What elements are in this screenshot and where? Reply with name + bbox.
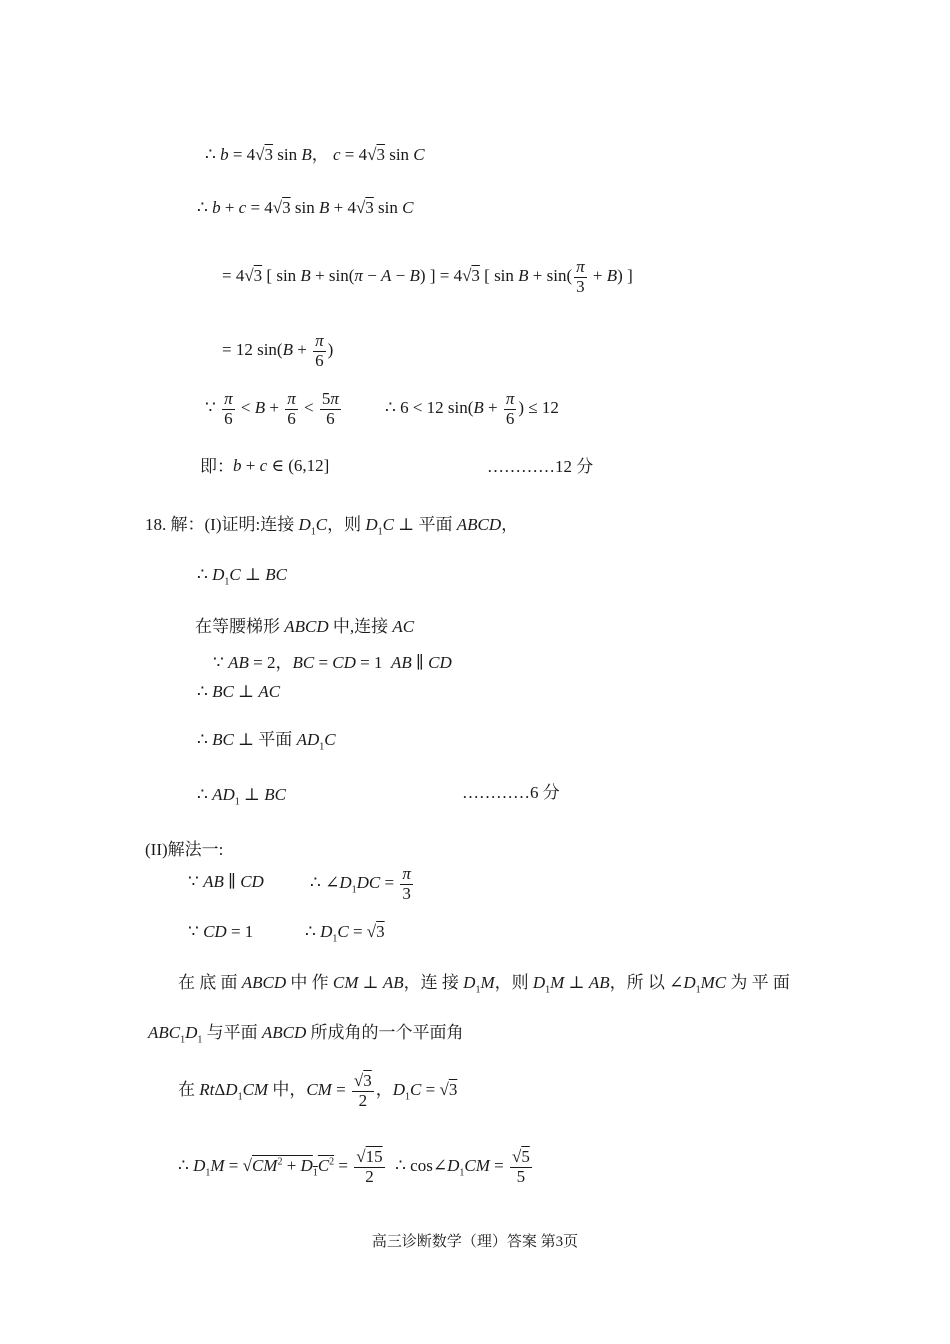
line-18-4: ∵ AB = 2，BC = CD = 1 AB ∥ CD xyxy=(213,653,452,672)
therefore-symbol: ∴ xyxy=(205,145,221,164)
part-2-header: (II)解法一: xyxy=(145,840,224,859)
line-ii-2b: ∴ $D_1C = √3$ xyxy=(305,922,385,945)
line-18-header: 18. 解：(I)证明:连接 $D_1C$，则 $D_1C$ ⊥ 平面 ABCD， xyxy=(145,515,519,538)
line-ii-6: ∴ $D_1M = √CM^2 + D_1C^2$ = $\frac{√15}{2}$ ∴ $\cos\angle D_1CM$ = $\frac{√5}{5}$ xyxy=(178,1147,530,1186)
score-12: …………12 分 xyxy=(487,457,594,476)
line-18-7: ∴ $AD_1$ ⊥ BC xyxy=(197,785,286,808)
line-7-label: 即： xyxy=(200,457,234,476)
line-7-expr: b + c ∈ (6,12] xyxy=(233,456,330,475)
line-18-2: ∴ $D_1C$ ⊥ BC xyxy=(197,565,287,588)
line-1: ∴ b = 4√3 sin B， c = 4√3 sin C xyxy=(205,145,425,164)
line-18-3: 在等腰梯形 ABCD 中,连接 AC xyxy=(195,617,415,636)
line-3: = 4√3 [ sin B + sin(π − A − B) ] = 4√3 [ sin B + sin( $\frac{\pi}{3}$ + B) ] xyxy=(222,257,633,296)
line-2: ∴ b + c = 4√3 sin B + 4√3 sin C xyxy=(197,198,414,217)
line-4: = 12 sin(B + $\frac{\pi}{6}$ ) xyxy=(222,331,334,370)
line-18-6: ∴ BC ⊥ 平面 $AD_1C$ xyxy=(197,730,336,753)
line-ii-1a: ∵ AB ∥ CD xyxy=(188,872,264,891)
line-ii-3: 在 底 面 ABCD 中 作 CM ⊥ AB，连 接 $D_1M$，则 $D_1M$ ⊥ AB，所 以 $\angle D_1MC$ 为 平 面 xyxy=(178,973,790,996)
line-5: ∵ $\frac{\pi}{6}$ < B + $\frac{\pi}{6}$ < $\frac{5\pi}{6}$ xyxy=(205,389,339,428)
line-ii-5: 在 RtΔD$_1$CM 中，CM = $\frac{√3}{2}$ ，$D_1C = √3$ xyxy=(178,1071,458,1110)
line-ii-4: $ABC_1D_1$ 与平面 ABCD 所成角的一个平面角 xyxy=(148,1023,464,1046)
line-ii-1b: ∴ $\angle D_1DC$ = $\frac{\pi}{3}$ xyxy=(310,864,411,903)
page-footer: 高三诊断数学（理）答案 第3页 xyxy=(371,1234,579,1250)
score-6: …………6 分 xyxy=(462,783,560,802)
line-ii-2a: ∵ CD = 1 xyxy=(188,922,254,941)
line-18-5: ∴ BC ⊥ AC xyxy=(197,682,281,701)
line-6: ∴ 6 < 12 sin(B + $\frac{\pi}{6}$ ) ≤ 12 xyxy=(385,389,559,428)
